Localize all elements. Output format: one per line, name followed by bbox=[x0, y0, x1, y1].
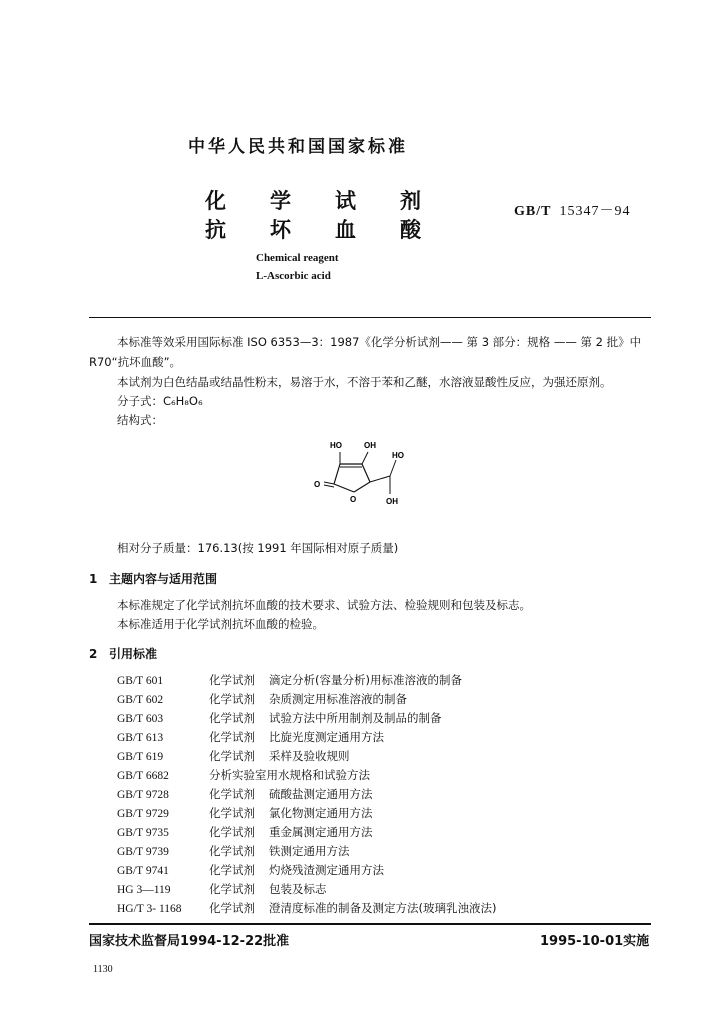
reference-category: 化学试剂 bbox=[209, 863, 255, 877]
reference-title: 灼烧残渣测定通用方法 bbox=[269, 863, 384, 877]
section-2-number: 2 bbox=[89, 647, 98, 661]
reference-title: 澄清度标准的制备及测定方法(玻璃乳浊液法) bbox=[269, 901, 497, 915]
reference-category: 化学试剂 bbox=[209, 673, 255, 687]
reference-code: GB/T 9728 bbox=[117, 789, 169, 801]
reference-category: 化学试剂 bbox=[209, 749, 255, 763]
struct-label-ho-1: HO bbox=[330, 441, 342, 450]
title-line-1: 化学试剂 bbox=[205, 189, 465, 213]
reference-row bbox=[117, 748, 350, 764]
reference-title: 铁测定通用方法 bbox=[269, 844, 350, 858]
reference-title: 分析实验室用水规格和试验方法 bbox=[209, 768, 370, 782]
reference-category: 化学试剂 bbox=[209, 730, 255, 744]
reference-category: 化学试剂 bbox=[209, 901, 255, 915]
reference-title: 比旋光度测定通用方法 bbox=[269, 730, 384, 744]
reference-row bbox=[117, 862, 384, 878]
reference-code: GB/T 619 bbox=[117, 751, 164, 763]
reference-category: 化学试剂 bbox=[209, 787, 255, 801]
reference-title: 硫酸盐测定通用方法 bbox=[269, 787, 373, 801]
reference-title: 氯化物测定通用方法 bbox=[269, 806, 373, 820]
title-line-2: 抗坏血酸 bbox=[205, 218, 465, 242]
standard-code-prefix: GB/T bbox=[514, 204, 552, 219]
section-1-line-2: 本标准适用于化学试剂抗坏血酸的检验。 bbox=[117, 617, 324, 631]
reference-category: 化学试剂 bbox=[209, 882, 255, 896]
english-title-line-1: Chemical reagent bbox=[256, 252, 339, 264]
reference-code: GB/T 9741 bbox=[117, 865, 169, 877]
reference-title: 重金属测定通用方法 bbox=[269, 825, 373, 839]
struct-label-o-ring: O bbox=[350, 495, 357, 504]
reference-code: GB/T 9735 bbox=[117, 827, 169, 839]
standard-code-number: 15347－94 bbox=[559, 204, 631, 219]
reference-category: 化学试剂 bbox=[209, 844, 255, 858]
english-title-line-2: L-Ascorbic acid bbox=[256, 270, 331, 282]
page-number: 1130 bbox=[93, 964, 113, 975]
reference-row bbox=[117, 843, 350, 859]
reference-category: 化学试剂 bbox=[209, 711, 255, 725]
reference-title: 滴定分析(容量分析)用标准溶液的制备 bbox=[269, 673, 462, 687]
struct-label-ho-2: HO bbox=[392, 451, 404, 460]
reference-code: GB/T 9729 bbox=[117, 808, 169, 820]
reference-category: 化学试剂 bbox=[209, 806, 255, 820]
footer-divider bbox=[89, 923, 651, 925]
standard-code bbox=[514, 200, 630, 220]
reference-title: 包装及标志 bbox=[269, 882, 327, 896]
reference-row bbox=[117, 881, 327, 897]
molecular-formula: 分子式：C₆H₈O₆ bbox=[117, 394, 203, 408]
struct-label-o-carbonyl: O bbox=[314, 480, 321, 489]
reference-code: GB/T 9739 bbox=[117, 846, 169, 858]
reference-row bbox=[117, 900, 496, 916]
reference-code: GB/T 602 bbox=[117, 694, 164, 706]
intro-para-1-line-1: 本标准等效采用国际标准 ISO 6353—3：1987《化学分析试剂—— 第 3 部分：规格 —— 第 2 批》中 bbox=[117, 335, 642, 349]
section-1-title: 主题内容与适用范围 bbox=[109, 572, 218, 586]
reference-code: GB/T 603 bbox=[117, 713, 164, 725]
reference-title: 试验方法中所用制剂及制品的制备 bbox=[269, 711, 442, 725]
structural-formula-diagram bbox=[310, 432, 420, 512]
reference-code: GB/T 6682 bbox=[117, 770, 169, 782]
reference-row bbox=[117, 710, 442, 726]
reference-row bbox=[117, 805, 373, 821]
struct-label-oh-2: OH bbox=[386, 497, 398, 506]
reference-code: GB/T 613 bbox=[117, 732, 164, 744]
reference-code: HG 3—119 bbox=[117, 884, 171, 896]
reference-title: 采样及验收规则 bbox=[269, 749, 350, 763]
header-divider bbox=[89, 317, 651, 318]
reference-row bbox=[117, 786, 373, 802]
nation-standard-heading: 中华人民共和国国家标准 bbox=[188, 137, 408, 157]
struct-label-oh-1: OH bbox=[364, 441, 376, 450]
molar-mass: 相对分子质量：176.13(按 1991 年国际相对原子质量) bbox=[117, 541, 399, 555]
reference-row bbox=[117, 767, 370, 783]
reference-category: 化学试剂 bbox=[209, 692, 255, 706]
intro-para-2: 本试剂为白色结晶或结晶性粉末，易溶于水，不溶于苯和乙醚，水溶液显酸性反应，为强还原剂。 bbox=[117, 375, 612, 389]
section-1-line-1: 本标准规定了化学试剂抗坏血酸的技术要求、试验方法、检验规则和包装及标志。 bbox=[117, 598, 531, 612]
reference-row bbox=[117, 729, 384, 745]
section-2-title: 引用标准 bbox=[109, 647, 158, 661]
reference-title: 杂质测定用标准溶液的制备 bbox=[269, 692, 407, 706]
intro-para-1-line-2: R70“抗坏血酸”。 bbox=[89, 355, 182, 369]
structure-label: 结构式： bbox=[117, 413, 163, 427]
reference-code: GB/T 601 bbox=[117, 675, 164, 687]
section-1-heading bbox=[89, 570, 217, 587]
section-2-heading bbox=[89, 645, 157, 662]
section-1-number: 1 bbox=[89, 572, 98, 586]
reference-row bbox=[117, 691, 407, 707]
reference-row bbox=[117, 672, 462, 688]
effective-date: 1995-10-01实施 bbox=[540, 934, 650, 949]
reference-code: HG/T 3- 1168 bbox=[117, 903, 182, 915]
reference-row bbox=[117, 824, 373, 840]
reference-category: 化学试剂 bbox=[209, 825, 255, 839]
approval-note: 国家技术监督局1994-12-22批准 bbox=[89, 934, 290, 949]
